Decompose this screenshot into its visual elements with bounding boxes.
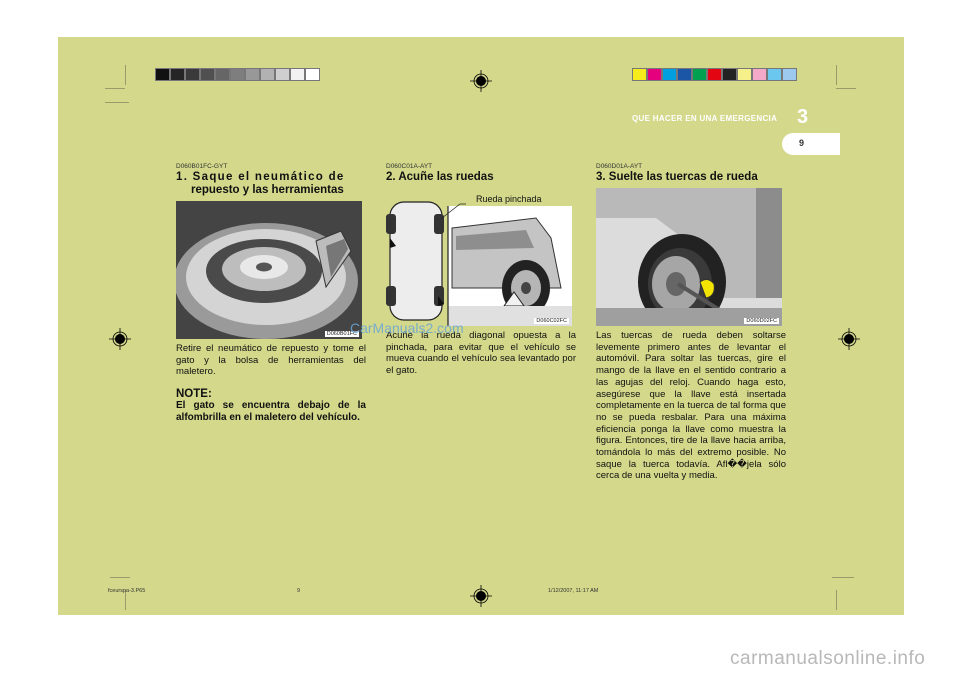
color-swatch (200, 68, 215, 81)
color-swatch (767, 68, 782, 81)
chapter-number: 3 (797, 106, 809, 128)
site-watermark[interactable]: carmanualsonline.info (730, 648, 926, 669)
color-swatch (692, 68, 707, 81)
crop-mark (836, 65, 837, 85)
column-spare-tire (176, 163, 366, 424)
step-heading: 2. Acuñe las ruedas (386, 171, 494, 183)
chock-wheels-illustration (386, 188, 572, 326)
color-swatch (722, 68, 737, 81)
watermark: CarManuals2.com (350, 320, 464, 336)
registration-mark-icon (838, 328, 860, 350)
step-heading: 3. Suelte las tuercas de rueda (596, 171, 758, 183)
crop-mark (836, 590, 837, 610)
color-swatch (185, 68, 200, 81)
body-text: Las tuercas de rueda deben soltarse levemente primero antes de levantar el automóvil. Para soltar las tuercas, gire el mango de la llave en el sentido contrario a las agujas del reloj. Cuando haga esto, asegúrese que la llave está insertada completamente en la tuerca de tal forma que no se pueda resbalar. Para una máxima eficiencia ponga la llave como muestra la figura. Entonces, tire de la llave hacia arriba, tomándola lo más del extremo posible. No saque la tuerca todavía. Afl��jela sólo cerca de una vuelta y media. (596, 330, 786, 482)
color-swatch (245, 68, 260, 81)
color-swatch (260, 68, 275, 81)
section-title: QUE HACER EN UNA EMERGENCIA (632, 114, 778, 123)
section-code: D060C01A-AYT (386, 163, 433, 170)
column-chock-wheels (386, 163, 576, 377)
footer-page: 9 (297, 588, 301, 594)
color-strip (632, 68, 797, 81)
grayscale-strip (155, 68, 320, 81)
footer-timestamp: 1/12/2007, 11:17 AM (548, 588, 599, 594)
color-swatch (230, 68, 245, 81)
crop-mark (105, 88, 125, 89)
color-swatch (275, 68, 290, 81)
registration-mark-icon (470, 585, 492, 607)
note-title: NOTE: (176, 388, 212, 401)
loosen-nuts-figure (596, 188, 782, 326)
crop-mark (832, 577, 854, 578)
step-heading-continued: repuesto y las herramientas (191, 184, 344, 196)
flat-tire-label: Rueda pinchada (476, 194, 542, 204)
registration-mark-icon (470, 70, 492, 92)
figure-code: D060D02FC (746, 318, 777, 324)
crop-mark (105, 102, 129, 103)
color-swatch (305, 68, 320, 81)
footer-file: fceurspa-3.P65 (108, 588, 146, 594)
figure-code: D060C02FC (536, 318, 567, 324)
body-text: Retire el neumático de repuesto y tome el gato y la bolsa de herramientas del maletero. (176, 343, 366, 378)
body-text: Acuñe la rueda diagonal opuesta a la pinchada, para evitar que el vehículo se mueva cuando el vehículo sea levantado por el gato. (386, 330, 576, 377)
page-number: 9 (799, 138, 805, 148)
registration-mark-icon (109, 328, 131, 350)
color-swatch (632, 68, 647, 81)
color-swatch (707, 68, 722, 81)
crop-mark (110, 577, 130, 578)
color-swatch (752, 68, 767, 81)
color-swatch (677, 68, 692, 81)
color-swatch (155, 68, 170, 81)
crop-mark (125, 65, 126, 85)
color-swatch (782, 68, 797, 81)
color-swatch (170, 68, 185, 81)
color-swatch (290, 68, 305, 81)
spare-tire-illustration (176, 201, 362, 339)
color-swatch (215, 68, 230, 81)
column-loosen-nuts (596, 163, 786, 482)
spare-tire-figure (176, 201, 362, 339)
color-swatch (662, 68, 677, 81)
crop-mark (836, 88, 856, 89)
step-heading: 1. Saque el neumático de (176, 171, 345, 183)
note-body: El gato se encuentra debajo de la alfombrilla en el maletero del vehículo. (176, 400, 366, 424)
color-swatch (737, 68, 752, 81)
section-code: D060B01FC-GYT (176, 163, 228, 170)
chock-wheels-figure (386, 188, 572, 326)
loosen-nuts-illustration (596, 188, 782, 326)
figure-code: D060B01FC (326, 331, 357, 337)
section-code: D060D01A-AYT (596, 163, 643, 170)
page-tab (782, 133, 840, 155)
color-swatch (647, 68, 662, 81)
